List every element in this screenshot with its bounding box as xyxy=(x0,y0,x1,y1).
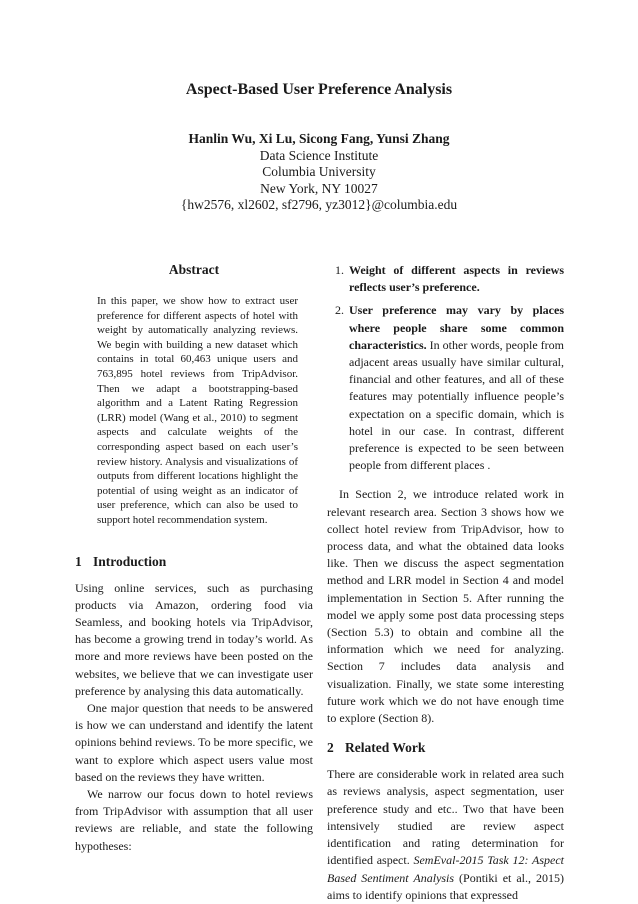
related-work-citation-title: SemEval-2015 Task 12: Aspect Based Sentiment Analysis xyxy=(327,853,565,885)
university: Columbia University xyxy=(262,164,376,179)
related-work-heading xyxy=(327,740,564,756)
section-title: Related Work xyxy=(345,740,426,756)
list-marker: 2. xyxy=(335,303,344,318)
intro-paragraph-2: One major question that needs to be answered is how we can understand and identify the latent opinions behind reviews. To be more specific, we want to explore which aspect users value most based on the reviews they have written. xyxy=(75,700,313,784)
hypothesis-item xyxy=(327,262,564,296)
abstract-heading: Abstract xyxy=(168,262,220,277)
right-column xyxy=(327,262,564,904)
left-column xyxy=(75,262,313,855)
section-number: 2 xyxy=(327,740,334,756)
intro-paragraph-3: We narrow our focus down to hotel reviews from TripAdvisor with assumption that all user reviews are reliable, and state the following hypotheses: xyxy=(75,786,313,853)
section-title: Introduction xyxy=(93,553,167,569)
related-work-paragraph xyxy=(327,766,564,904)
related-work-text-continued: (Pontiki et al., 2015) aims to identify opinions that expressed xyxy=(327,870,564,902)
paper-title: Aspect-Based User Preference Analysis xyxy=(185,81,453,98)
list-marker: 1. xyxy=(335,263,344,277)
author-block xyxy=(0,131,638,214)
hypothesis-text: In other words, people from adjacent areas usually have similar cultural, financial and other features, and all of these features may potentially influence people’s expectation on a specific domain, which is hotel in our case. In contrast, different preference is expected to be seen between people from different places . xyxy=(349,337,564,473)
abstract-body: In this paper, we show how to extract user preference for different aspects of hotel with weight by automatically analyzing reviews. We begin with building a new dataset which contains in total 60,463 unique users and 763,895 hotel reviews from TripAdvisor. Then we adapt a bootstrapping-based algorithm and a Latent Rating Regression (LRR) model (Wang et al., 2010) to segment aspects and calculate weights of the corresponding aspect based on each user’s review history. Analysis and visualizations of outputs from different locations highlight the potential of using weight as an indicator of user preference, which can also be used to support hotel recommendation system. xyxy=(97,295,298,526)
author-emails: {hw2576, xl2602, sf2796, yz3012}@columbia.edu xyxy=(180,197,458,212)
introduction-heading xyxy=(75,554,313,570)
section-number: 1 xyxy=(75,553,82,569)
author-names: Hanlin Wu, Xi Lu, Sicong Fang, Yunsi Zhang xyxy=(188,131,450,146)
affiliation: Data Science Institute xyxy=(259,147,379,163)
hypotheses-list xyxy=(327,262,564,474)
outline-paragraph: In Section 2, we introduce related work in relevant research area. Section 3 shows how we collect hotel review from TripAdvisor, how to process data, and what the obtained data looks like. Then we discuss the aspect segmentation method and LRR model in Section 4 and model implementation in Section 5. After running the model we apply some post data processing steps (Section 5.3) to obtain and combine all the information which we need for analyzing. Section 7 includes data analysis and visualization. Finally, we state some interesting future work which we do not have enough time to explore (Section 8). xyxy=(327,487,564,726)
related-work-text: There are considerable work in related area such as reviews analysis, aspect segmentation, user preference study and etc.. Two that have been intensively studied are review aspect identification and rating determination for identified aspect. xyxy=(327,767,564,868)
intro-paragraph-1: Using online services, such as purchasing products via Amazon, ordering food via Seamless, and booking hotels via TripAdvisor, has become a growing trend in today’s world. As more and more reviews have been posted on the websites, we believe that we can investigate user preference by analysing this data automatically. xyxy=(75,580,313,698)
hypothesis-statement: Weight of different aspects in reviews reflects user’s preference. xyxy=(349,263,564,295)
hypothesis-item xyxy=(327,302,564,474)
hypothesis-statement: User preference may vary by places where people share some common characteristics. xyxy=(349,303,564,352)
location: New York, NY 10027 xyxy=(260,180,378,196)
